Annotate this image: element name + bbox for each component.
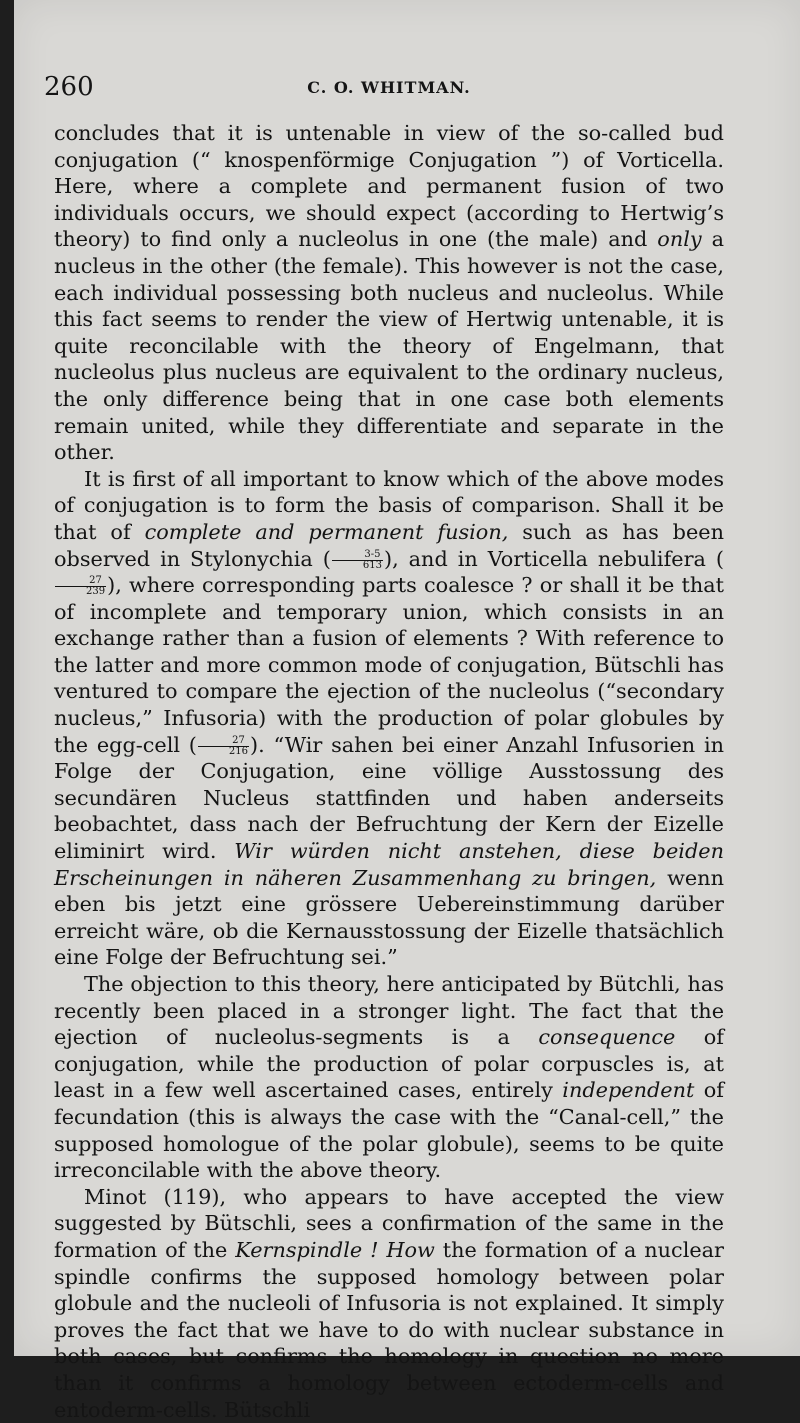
book-page — [14, 0, 800, 1422]
citation-fraction-1: $\frac{3-5}{613}$ — [332, 550, 383, 571]
emphasis-consequence: consequence — [538, 1025, 676, 1050]
emphasis-independent: independent — [562, 1078, 695, 1103]
emphasis-kernspindle: Kernspindle ! — [235, 1237, 379, 1262]
paragraph-1: concludes that it is untenable in view of the so-called bud conjugation (“ knospenförmige Conjugation ”) of Vorticella. Here, where a complete and permanent fusion of two individuals occurs, we should expect (according to Hertwig’s theory) to find only a nucleolus in one (the male) and only a nucleus in the other (the female). This however is not the case, each individual possessing both nucleus and nucleolus. While this fact seems to render the view of Hertwig untenable, it is quite reconcilable with the theory of Engelmann, that nucleolus plus nucleus are equivalent to the ordinary nucleus, the only difference being that in one case both elements remain united, while they differentiate and separate in the other. — [54, 121, 724, 465]
page-header — [44, 72, 734, 108]
running-title: C. O. WHITMAN. — [307, 78, 471, 97]
emphasis-only: only — [657, 227, 702, 252]
emphasis-complete-fusion: complete and permanent fusion, — [144, 519, 509, 544]
citation-fraction-3: $\frac{27}{216}$ — [198, 736, 249, 757]
citation-fraction-2: $\frac{27}{239}$ — [55, 576, 106, 597]
paragraph-3: The objection to this theory, here anticipated by Bütchli, has recently been placed in a stronger light. The fact that the ejection of nucleolus-segments is a consequence of conjugation, while the production of polar corpuscles is, at least in a few well ascertained cases, entirely independent of fecundation (this is always the case with the “Canal-cell,” the supposed homologue of the polar globule), seems to be quite irreconcilable with the above theory. — [54, 972, 724, 1183]
emphasis-german-quote: Wir würden nicht anstehen, diese beiden Erscheinungen in näheren Zusammenhang zu bringen, — [54, 839, 724, 890]
page-number: 260 — [44, 72, 94, 102]
body-text — [54, 120, 724, 1423]
paragraph-4: Minot (119), who appears to have accepted the view suggested by Bütschli, sees a confirmation of the same in the formation of the Kernspindle ! How the formation of a nuclear spindle confirms the supposed homology between polar globule and the nucleoli of Infusoria is not explained. It simply proves the fact that we have to do with nuclear substance in both cases, but confirms the homology in question no more than it confirms a homology between ectoderm-cells and entoderm-cells. Bütschli — [54, 1184, 725, 1422]
paragraph-2: It is first of all important to know which of the above modes of conjugation is to form the basis of comparison. Shall it be that of complete and permanent fusion, such as has been observed in Stylonychia ( $\frac{3-5}{613}$ ), and in Vorticella nebulifera ( $\frac{27}{239}$ ), where corresponding parts coalesce ? or shall it be that of incomplete and temporary union, which consists in an exchange rather than a fusion of elements ? With reference to the latter and more common mode of conjugation, Bütschli has ventured to compare the ejection of the nucleolus (“secondary nucleus,” Infusoria) with the production of polar globules by the egg-cell ( $\frac{27}{216}$ ). “Wir sahen bei einer Anzahl Infusorien in Folge der Conjugation, eine völlige Ausstossung des secundären Nucleus stattfinden und haben anderseits beobachtet, dass nach der Befruchtung der Kern der Eizelle eliminirt wird. Wir würden nicht anstehen, diese beiden Erscheinungen in näheren Zusammenhang zu bringen, wenn eben bis jetzt eine grössere Uebereinstimmung darüber erreicht wäre, ob die Kernausstossung der Eizelle thatsächlich eine Folge der Befruchtung sei.” — [54, 466, 724, 970]
emphasis-how: How — [386, 1237, 435, 1262]
